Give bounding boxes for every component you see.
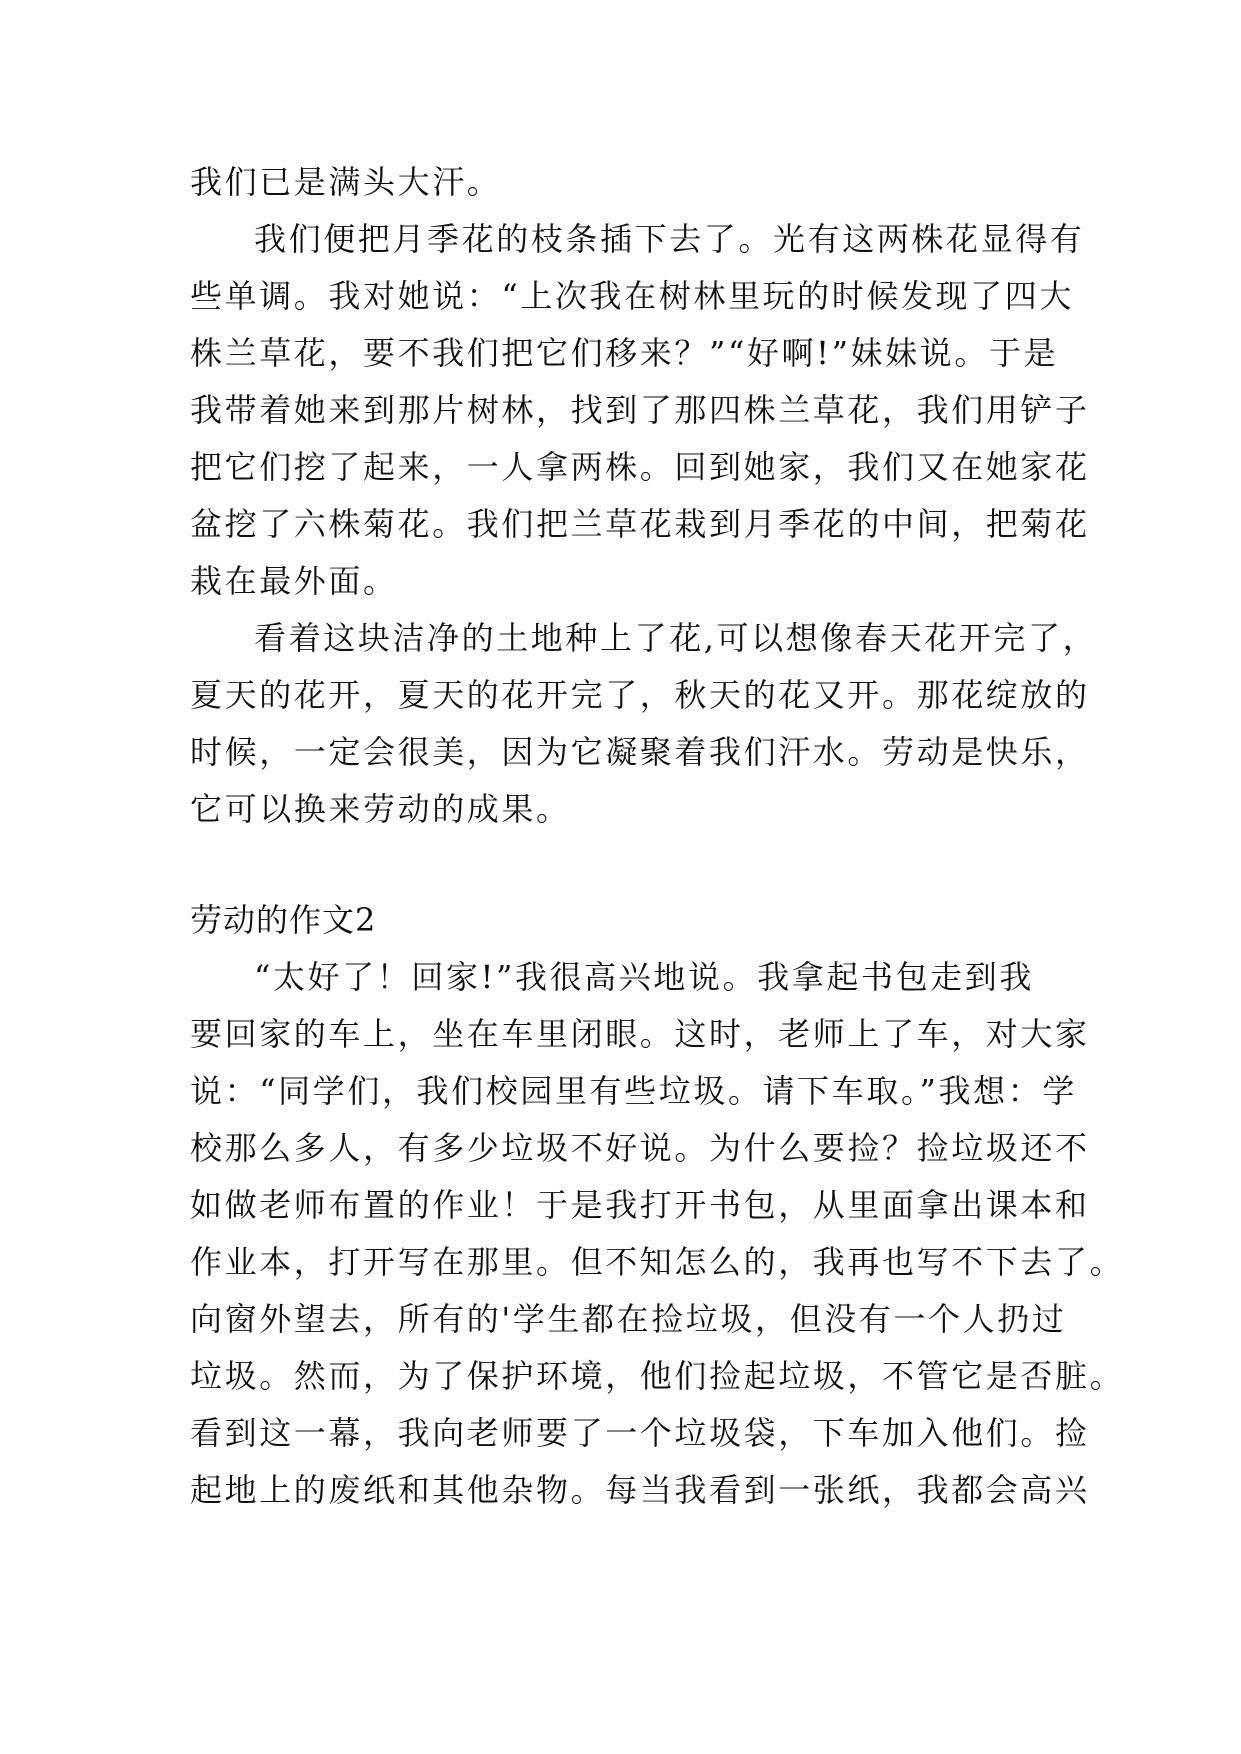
paragraph-line: 作业本，打开写在那里。但不知怎么的，我再也写不下去了。 <box>190 1243 1125 1281</box>
paragraph-line: 我们便把月季花的枝条插下去了。光有这两株花显得有 <box>254 220 1085 258</box>
paragraph-line: “太好了！回家!”我很高兴地说。我拿起书包走到我 <box>254 958 1034 996</box>
paragraph-line: 向窗外望去，所有的'学生都在捡垃圾，但没有一个人扔过 <box>190 1300 1067 1338</box>
section-title: 劳动的作文2 <box>190 901 377 939</box>
paragraph-line: 看到这一幕，我向老师要了一个垃圾袋，下车加入他们。捡 <box>190 1414 1090 1452</box>
paragraph-line: 校那么多人，有多少垃圾不好说。为什么要捡？捡垃圾还不 <box>190 1129 1090 1167</box>
paragraph-line: 我带着她来到那片树林，找到了那四株兰草花，我们用铲子 <box>190 391 1090 429</box>
paragraph-line: 要回家的车上，坐在车里闭眼。这时，老师上了车，对大家 <box>190 1015 1090 1053</box>
paragraph-line: 盆挖了六株菊花。我们把兰草花栽到月季花的中间，把菊花 <box>190 505 1090 543</box>
paragraph-line: 垃圾。然而，为了保护环境，他们捡起垃圾，不管它是否脏。 <box>190 1357 1125 1395</box>
paragraph-line: 株兰草花，要不我们把它们移来？”“好啊!”妹妹说。于是 <box>190 334 1059 372</box>
paragraph-line: 把它们挖了起来，一人拿两株。回到她家，我们又在她家花 <box>190 448 1090 486</box>
paragraph-line: 栽在最外面。 <box>190 562 398 600</box>
paragraph-line: 说：“同学们，我们校园里有些垃圾。请下车取。”我想：学 <box>190 1072 1077 1110</box>
paragraph-line: 夏天的花开，夏天的花开完了，秋天的花又开。那花绽放的 <box>190 676 1090 714</box>
paragraph-line: 它可以换来劳动的成果。 <box>190 790 571 828</box>
paragraph-line: 看着这块洁净的土地种上了花,可以想像春天花开完了， <box>254 619 1098 657</box>
paragraph-line: 如做老师布置的作业！于是我打开书包，从里面拿出课本和 <box>190 1186 1090 1224</box>
paragraph-line: 些单调。我对她说：“上次我在树林里玩的时候发现了四大 <box>190 277 1074 315</box>
paragraph-line: 我们已是满头大汗。 <box>190 163 502 201</box>
paragraph-line: 起地上的废纸和其他杂物。每当我看到一张纸，我都会高兴 <box>190 1471 1090 1509</box>
paragraph-line: 时候，一定会很美，因为它凝聚着我们汗水。劳动是快乐， <box>190 733 1090 771</box>
